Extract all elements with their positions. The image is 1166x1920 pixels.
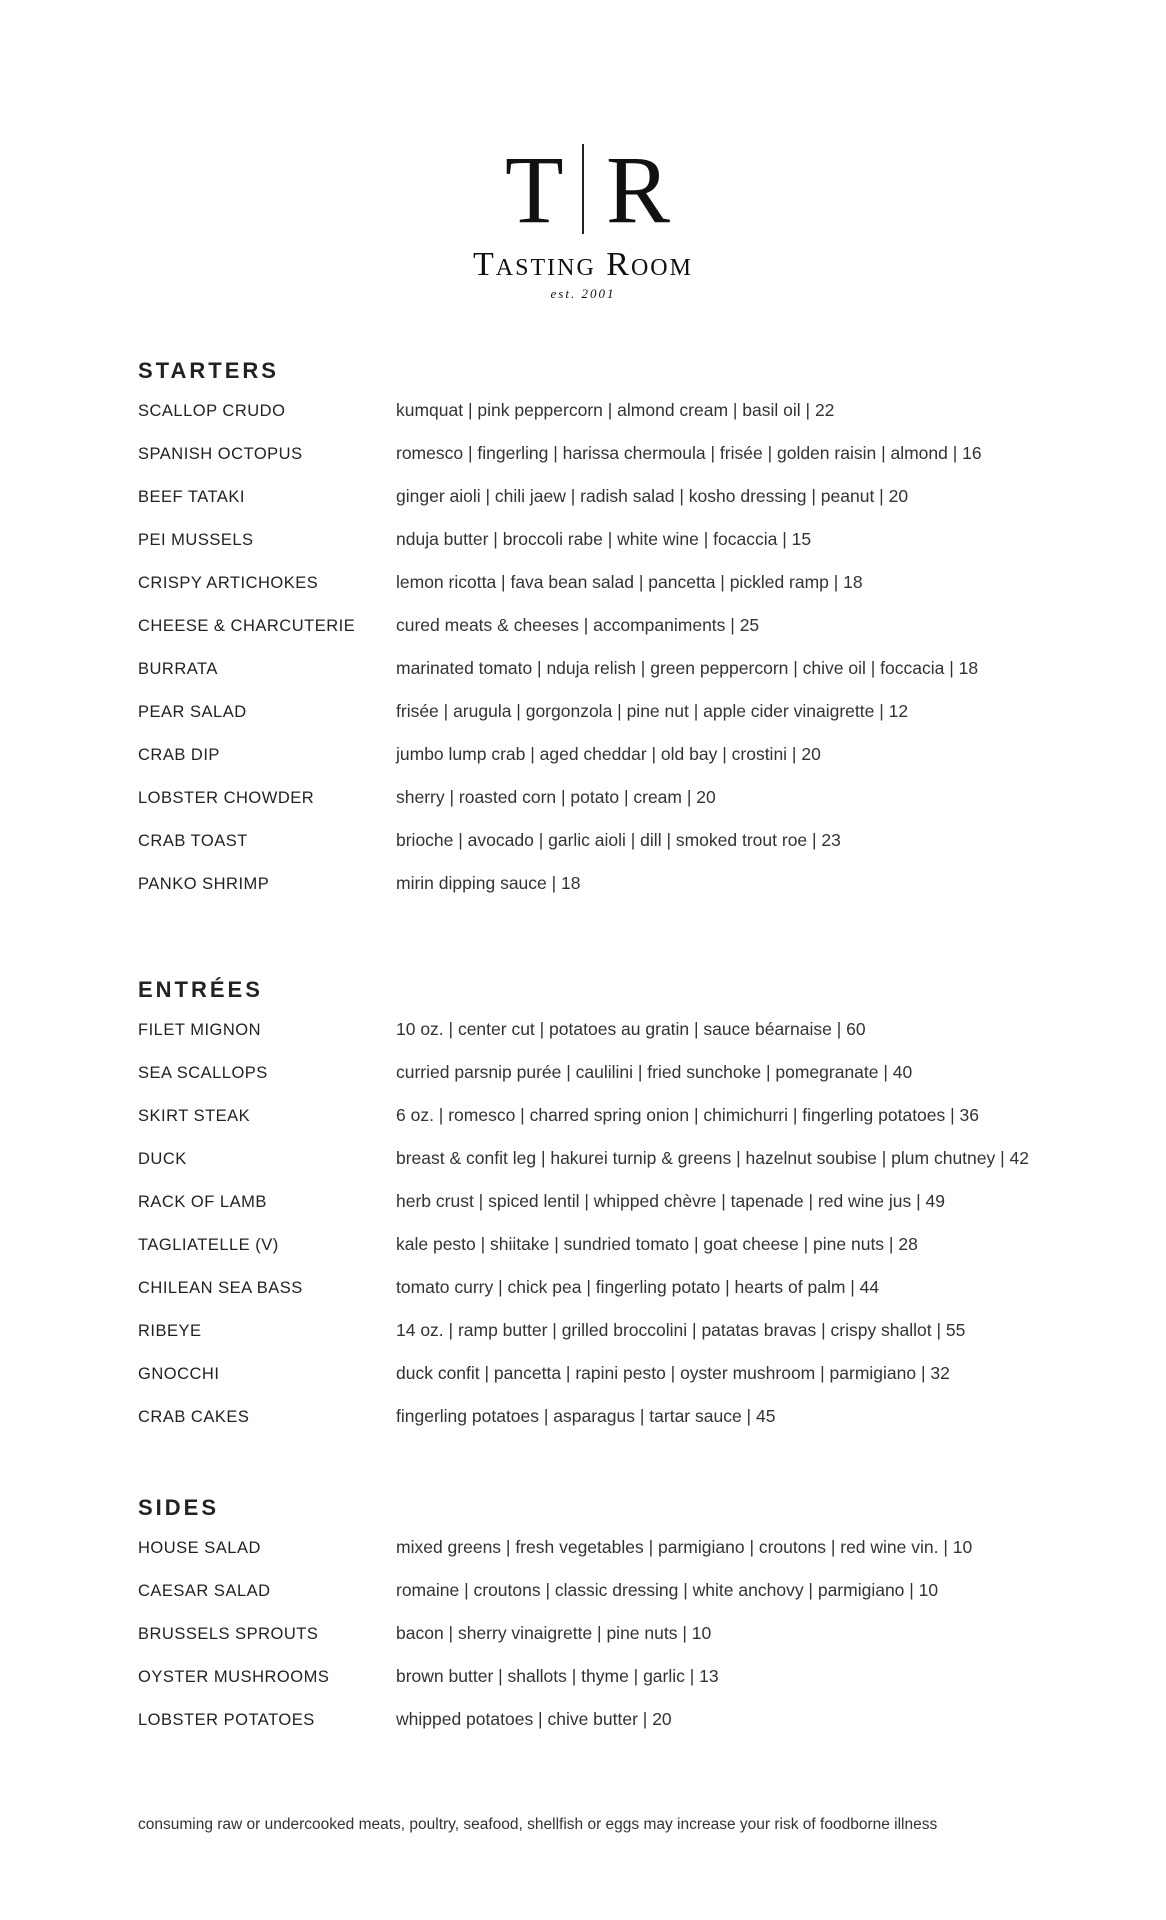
menu-item-description: whipped potatoes | chive butter | 20 — [396, 1709, 672, 1729]
menu-item-description: tomato curry | chick pea | fingerling potato | hearts of palm | 44 — [396, 1277, 880, 1297]
menu-item — [138, 1230, 1068, 1273]
section-starters — [138, 358, 1068, 912]
menu-item-description: brioche | avocado | garlic aioli | dill | smoked trout roe | 23 — [396, 830, 841, 850]
menu-item — [138, 869, 1068, 912]
menu-item-name: BEEF TATAKI — [138, 488, 245, 506]
restaurant-logo — [0, 136, 1166, 302]
menu-item-name: CRAB TOAST — [138, 832, 248, 850]
menu-item-description: mirin dipping sauce | 18 — [396, 873, 581, 893]
menu-item-name: PANKO SHRIMP — [138, 875, 270, 893]
menu-item-description: kale pesto | shiitake | sundried tomato | goat cheese | pine nuts | 28 — [396, 1234, 918, 1254]
menu-item — [138, 654, 1068, 697]
menu-item-description: duck confit | pancetta | rapini pesto | oyster mushroom | parmigiano | 32 — [396, 1363, 950, 1383]
menu-item-name: CRAB CAKES — [138, 1408, 250, 1426]
menu-item — [138, 525, 1068, 568]
menu-item — [138, 740, 1068, 783]
menu-item-name: SKIRT STEAK — [138, 1107, 251, 1125]
menu-item-name: SPANISH OCTOPUS — [138, 445, 303, 463]
allergy-disclaimer: consuming raw or undercooked meats, poultry, seafood, shellfish or eggs may increase your risk of foodborne illness — [138, 1816, 938, 1833]
menu-item — [138, 611, 1068, 654]
menu-item-description: 6 oz. | romesco | charred spring onion | chimichurri | fingerling potatoes | 36 — [396, 1105, 980, 1125]
menu-item-description: romaine | croutons | classic dressing | white anchovy | parmigiano | 10 — [396, 1580, 939, 1600]
menu-item-name: LOBSTER CHOWDER — [138, 789, 315, 807]
menu-item-description: marinated tomato | nduja relish | green peppercorn | chive oil | foccacia | 18 — [396, 658, 979, 678]
section-title-entrees: ENTRÉES — [138, 977, 263, 1002]
menu-item — [138, 1058, 1068, 1101]
menu-item — [138, 826, 1068, 869]
menu-item-name: FILET MIGNON — [138, 1021, 262, 1039]
menu-item-description: 14 oz. | ramp butter | grilled broccolini | patatas bravas | crispy shallot | 55 — [396, 1320, 966, 1340]
established-year: est. 2001 — [550, 286, 616, 301]
menu-item-name: PEAR SALAD — [138, 703, 247, 721]
menu-item — [138, 1533, 1068, 1576]
menu-item-description: ginger aioli | chili jaew | radish salad | kosho dressing | peanut | 20 — [396, 486, 909, 506]
logo-monogram — [0, 136, 1166, 243]
menu-item-name: CRAB DIP — [138, 746, 220, 764]
menu-item — [138, 1662, 1068, 1705]
menu-item-name: OYSTER MUSHROOMS — [138, 1668, 330, 1686]
menu-item-name: PEI MUSSELS — [138, 531, 254, 549]
menu-item — [138, 1187, 1068, 1230]
menu-item — [138, 568, 1068, 611]
menu-item — [138, 1359, 1068, 1402]
menu-item-description: sherry | roasted corn | potato | cream | 20 — [396, 787, 716, 807]
menu-item — [138, 396, 1068, 439]
menu-item-name: DUCK — [138, 1150, 187, 1168]
menu-item-description: nduja butter | broccoli rabe | white wine | focaccia | 15 — [396, 529, 812, 549]
menu-item-name: BRUSSELS SPROUTS — [138, 1625, 319, 1643]
logo-letter-r: R — [606, 136, 671, 243]
section-title-sides: SIDES — [138, 1495, 220, 1520]
menu-item-description: 10 oz. | center cut | potatoes au gratin | sauce béarnaise | 60 — [396, 1019, 866, 1039]
menu-item — [138, 439, 1068, 482]
menu-item — [138, 482, 1068, 525]
menu-item-description: lemon ricotta | fava bean salad | pancetta | pickled ramp | 18 — [396, 572, 863, 592]
menu-item — [138, 697, 1068, 740]
menu-item-name: LOBSTER POTATOES — [138, 1711, 315, 1729]
menu-item-name: SCALLOP CRUDO — [138, 402, 286, 420]
menu-item-description: cured meats & cheeses | accompaniments | 25 — [396, 615, 760, 635]
menu-item-name: RACK OF LAMB — [138, 1193, 267, 1211]
menu-item-description: curried parsnip purée | caulilini | fried sunchoke | pomegranate | 40 — [396, 1062, 913, 1082]
menu-item-name: CHILEAN SEA BASS — [138, 1279, 303, 1297]
menu-item — [138, 1576, 1068, 1619]
menu-item — [138, 1273, 1068, 1316]
menu-item-name: TAGLIATELLE (V) — [138, 1236, 279, 1254]
menu-item — [138, 783, 1068, 826]
menu-item-description: frisée | arugula | gorgonzola | pine nut | apple cider vinaigrette | 12 — [396, 701, 909, 721]
menu-item — [138, 1316, 1068, 1359]
menu-item — [138, 1402, 1068, 1445]
menu-item-description: fingerling potatoes | asparagus | tartar sauce | 45 — [396, 1406, 776, 1426]
menu-item-name: BURRATA — [138, 660, 218, 678]
section-sides — [138, 1495, 1068, 1748]
menu-item-name: CAESAR SALAD — [138, 1582, 271, 1600]
menu-item-description: romesco | fingerling | harissa chermoula | frisée | golden raisin | almond | 16 — [396, 443, 982, 463]
menu-item-name: GNOCCHI — [138, 1365, 220, 1383]
restaurant-name: Tasting Room — [473, 246, 693, 283]
logo-letter-t: T — [505, 136, 564, 243]
menu-item-description: breast & confit leg | hakurei turnip & greens | hazelnut soubise | plum chutney | 42 — [396, 1148, 1029, 1168]
menu-item — [138, 1015, 1068, 1058]
menu-item-name: SEA SCALLOPS — [138, 1064, 268, 1082]
menu-item-description: herb crust | spiced lentil | whipped chèvre | tapenade | red wine jus | 49 — [396, 1191, 946, 1211]
section-title-starters: STARTERS — [138, 358, 279, 383]
menu-item-description: mixed greens | fresh vegetables | parmigiano | croutons | red wine vin. | 10 — [396, 1537, 973, 1557]
menu-item-description: bacon | sherry vinaigrette | pine nuts | 10 — [396, 1623, 712, 1643]
section-entrees — [138, 977, 1068, 1445]
menu-item — [138, 1619, 1068, 1662]
menu-item-name: RIBEYE — [138, 1322, 202, 1340]
menu-item-description: kumquat | pink peppercorn | almond cream | basil oil | 22 — [396, 400, 835, 420]
menu-item-name: HOUSE SALAD — [138, 1539, 261, 1557]
menu-item-description: brown butter | shallots | thyme | garlic | 13 — [396, 1666, 719, 1686]
menu-item — [138, 1144, 1068, 1187]
menu-item — [138, 1705, 1068, 1748]
menu-item-name: CHEESE & CHARCUTERIE — [138, 617, 356, 635]
menu-item-name: CRISPY ARTICHOKES — [138, 574, 319, 592]
logo-divider — [582, 144, 584, 234]
menu-item-description: jumbo lump crab | aged cheddar | old bay | crostini | 20 — [396, 744, 821, 764]
menu-item — [138, 1101, 1068, 1144]
